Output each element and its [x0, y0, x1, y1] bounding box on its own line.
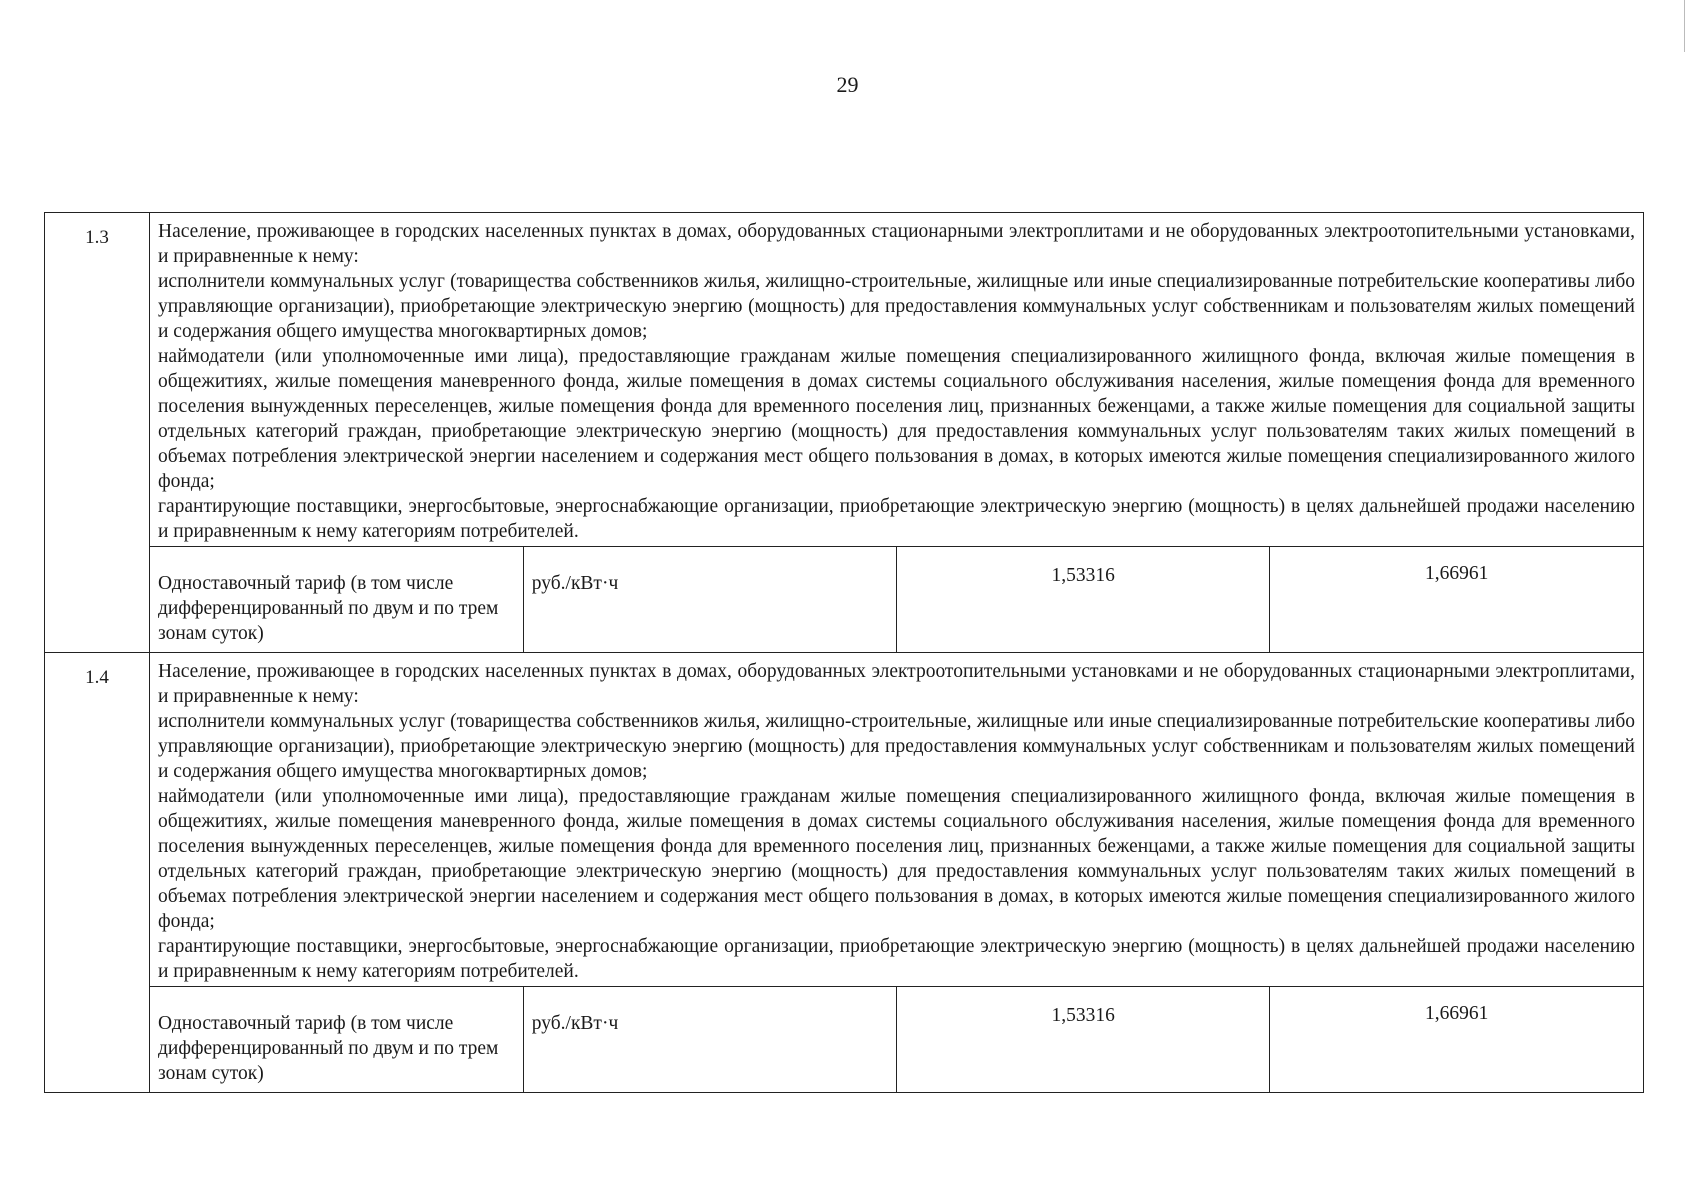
- tariff-unit: руб./кВт·ч: [523, 987, 896, 1093]
- tariff-value-first-half: 1,53316: [897, 987, 1270, 1093]
- row-number: 1.4: [45, 653, 150, 1093]
- tariff-row: [150, 547, 1643, 653]
- tariff-value-first-half: 1,53316: [897, 547, 1270, 653]
- description-paragraph: исполнители коммунальных услуг (товарищества собственников жилья, жилищно-строительные, жилищные или иные специализированные потребительские кооперативы либо управляющие организации), приобретающие электрическую энергию (мощность) для предоставления коммунальных услуг собственникам и пользователям жилых помещений и содержания общего имущества многоквартирных домов;: [158, 711, 1635, 782]
- consumer-description: [150, 213, 1643, 547]
- page-number: 29: [836, 72, 859, 97]
- description-paragraph: Население, проживающее в городских населенных пунктах в домах, оборудованных электроотопительными установками и не оборудованных стационарными электроплитами, и приравненные к нему:: [158, 661, 1635, 707]
- tariff-label: Одноставочный тариф (в том числе дифференцированный по двум и по трем зонам суток): [150, 547, 523, 653]
- scan-edge-mark: [1684, 0, 1687, 52]
- description-paragraph: наймодатели (или уполномоченные ими лица), предоставляющие гражданам жилые помещения специализированного жилищного фонда, включая жилые помещения в общежитиях, жилые помещения маневренного фонда, жилые помещения в домах системы социального обслуживания населения, жилые помещения фонда для временного поселения вынужденных переселенцев, жилые помещения фонда для временного поселения лиц, признанных беженцами, а также жилые помещения для социальной защиты отдельных категорий граждан, приобретающие электрическую энергию (мощность) для предоставления коммунальных услуг пользователям таких жилых помещений в объемах потребления электрической энергии населением и содержания мест общего пользования в домах, в которых имеются жилые помещения специализированного жилого фонда;: [158, 346, 1635, 492]
- row-inner-table: [150, 653, 1643, 1092]
- tariff-label: Одноставочный тариф (в том числе дифференцированный по двум и по трем зонам суток): [150, 987, 523, 1093]
- description-paragraph: Население, проживающее в городских населенных пунктах в домах, оборудованных стационарными электроплитами и не оборудованных электроотопительными установками, и приравненные к нему:: [158, 221, 1635, 267]
- description-paragraph: гарантирующие поставщики, энергосбытовые, энергоснабжающие организации, приобретающие электрическую энергию (мощность) в целях дальнейшей продажи населению и приравненным к нему категориям потребителей.: [158, 496, 1635, 542]
- tariff-value-second-half: 1,66961: [1270, 547, 1643, 653]
- description-paragraph: исполнители коммунальных услуг (товарищества собственников жилья, жилищно-строительные, жилищные или иные специализированные потребительские кооперативы либо управляющие организации), приобретающие электрическую энергию (мощность) для предоставления коммунальных услуг собственникам и пользователям жилых помещений и содержания общего имущества многоквартирных домов;: [158, 271, 1635, 342]
- table-row: [45, 653, 1644, 1093]
- row-content: [150, 213, 1644, 653]
- tariff-row: [150, 987, 1643, 1093]
- tariff-table: [44, 212, 1644, 1093]
- description-paragraph: гарантирующие поставщики, энергосбытовые, энергоснабжающие организации, приобретающие электрическую энергию (мощность) в целях дальнейшей продажи населению и приравненным к нему категориям потребителей.: [158, 936, 1635, 982]
- row-number: 1.3: [45, 213, 150, 653]
- tariff-unit: руб./кВт·ч: [523, 547, 896, 653]
- consumer-description: [150, 653, 1643, 987]
- row-content: [150, 653, 1644, 1093]
- table-row: [45, 213, 1644, 653]
- tariff-value-second-half: 1,66961: [1270, 987, 1643, 1093]
- description-paragraph: наймодатели (или уполномоченные ими лица), предоставляющие гражданам жилые помещения специализированного жилищного фонда, включая жилые помещения в общежитиях, жилые помещения маневренного фонда, жилые помещения в домах системы социального обслуживания населения, жилые помещения фонда для временного поселения вынужденных переселенцев, жилые помещения фонда для временного поселения лиц, признанных беженцами, а также жилые помещения для социальной защиты отдельных категорий граждан, приобретающие электрическую энергию (мощность) для предоставления коммунальных услуг пользователям таких жилых помещений в объемах потребления электрической энергии населением и содержания мест общего пользования в домах, в которых имеются жилые помещения специализированного жилого фонда;: [158, 786, 1635, 932]
- row-inner-table: [150, 213, 1643, 652]
